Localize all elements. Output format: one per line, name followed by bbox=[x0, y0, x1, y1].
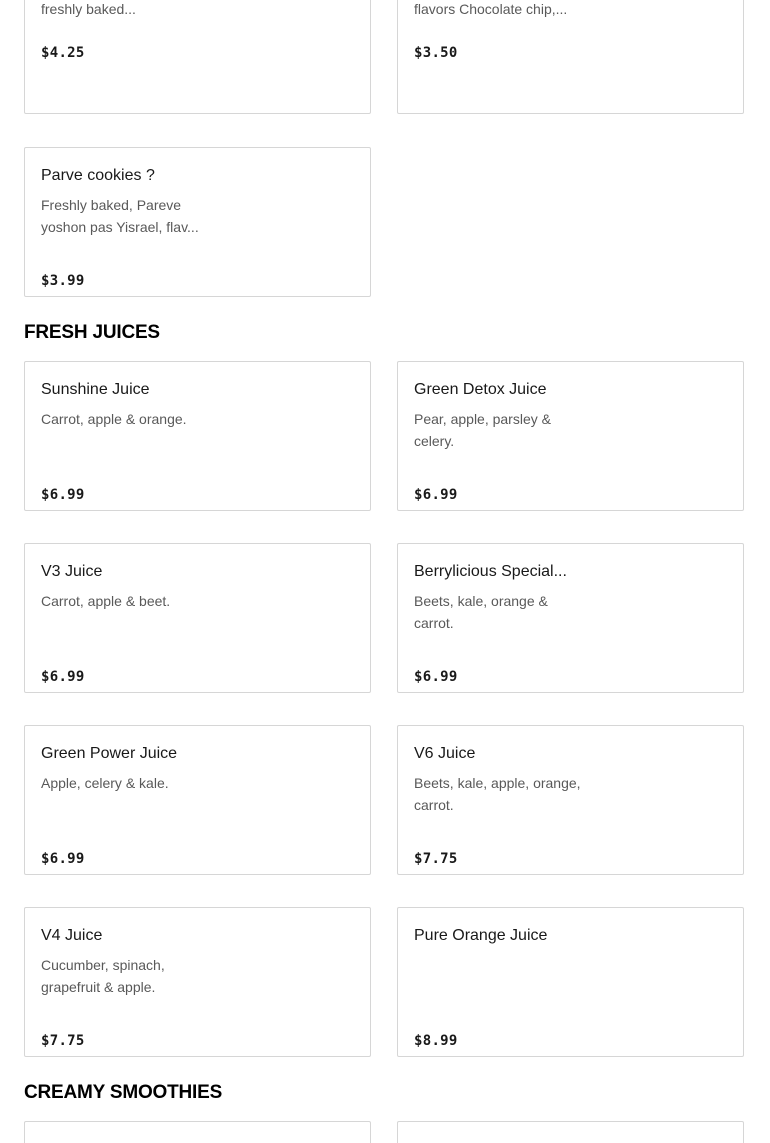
menu-item-card[interactable] bbox=[24, 0, 371, 114]
menu-item-name: V6 Juice bbox=[414, 745, 476, 762]
menu-item-price: $7.75 bbox=[414, 851, 458, 867]
menu-item-description bbox=[414, 954, 586, 998]
menu-item-price: $6.99 bbox=[414, 487, 458, 503]
menu-item-description: freshly baked... bbox=[41, 1, 136, 17]
menu-item-price: $6.99 bbox=[41, 669, 85, 685]
menu-item-description: Beets, kale, orange & carrot. bbox=[414, 593, 548, 631]
menu-item-card[interactable] bbox=[24, 907, 371, 1057]
section-title-creamy-smoothies: CREAMY SMOOTHIES bbox=[24, 1082, 223, 1103]
menu-item-description: Pear, apple, parsley & celery. bbox=[414, 411, 551, 449]
menu-item-description: Carrot, apple & beet. bbox=[41, 593, 171, 609]
menu-item-card[interactable] bbox=[397, 361, 744, 511]
menu-item-card[interactable] bbox=[397, 0, 744, 114]
section-title-fresh-juices: FRESH JUICES bbox=[24, 322, 160, 343]
menu-item-price: $8.99 bbox=[414, 1033, 458, 1049]
menu-item-description: Cucumber, spinach, grapefruit & apple. bbox=[41, 957, 165, 995]
menu-item-card[interactable] bbox=[397, 725, 744, 875]
menu-item-description: Freshly baked, Pareve yoshon pas Yisrael, flav... bbox=[41, 197, 199, 235]
menu-item-name: Sunshine Juice bbox=[41, 381, 150, 398]
menu-item-card[interactable] bbox=[397, 1121, 744, 1143]
menu-item-name: Pure Orange Juice bbox=[414, 927, 548, 944]
menu-item-description: Apple, celery & kale. bbox=[41, 775, 169, 791]
menu-item-price: $7.75 bbox=[41, 1033, 85, 1049]
menu-item-name: Berrylicious Special... bbox=[414, 563, 567, 580]
menu-item-card[interactable] bbox=[397, 543, 744, 693]
menu-item-card[interactable] bbox=[24, 543, 371, 693]
menu-item-card[interactable] bbox=[24, 361, 371, 511]
menu-item-price: $6.99 bbox=[41, 851, 85, 867]
menu-item-name: Green Power Juice bbox=[41, 745, 178, 762]
menu-item-price: $3.99 bbox=[41, 273, 85, 289]
menu-item-price: $3.50 bbox=[414, 45, 458, 61]
menu-item-name: V4 Juice bbox=[41, 927, 103, 944]
menu-item-card[interactable] bbox=[24, 725, 371, 875]
menu-item-card[interactable] bbox=[24, 147, 371, 297]
menu-item-card[interactable] bbox=[24, 1121, 371, 1143]
menu-item-price: $6.99 bbox=[414, 669, 458, 685]
menu-item-description: flavors Chocolate chip,... bbox=[414, 1, 568, 17]
menu-item-card[interactable] bbox=[397, 907, 744, 1057]
menu-item-name: Parve cookies ? bbox=[41, 167, 155, 184]
menu-item-price: $6.99 bbox=[41, 487, 85, 503]
menu-item-price: $4.25 bbox=[41, 45, 85, 61]
menu-item-description: Carrot, apple & orange. bbox=[41, 411, 187, 427]
menu-item-name: V3 Juice bbox=[41, 563, 103, 580]
menu-item-name: Green Detox Juice bbox=[414, 381, 547, 398]
menu-item-description: Beets, kale, apple, orange, carrot. bbox=[414, 775, 581, 813]
